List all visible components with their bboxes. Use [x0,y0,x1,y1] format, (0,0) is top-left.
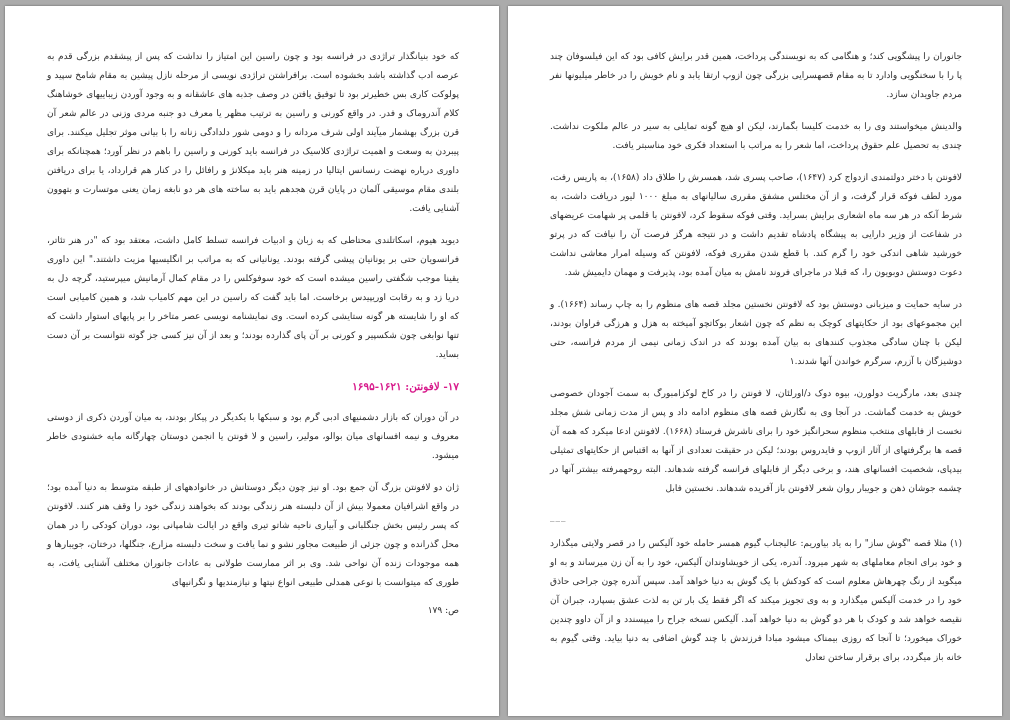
paragraph: ژان دو لافونتن بزرگ آن جمع بود. او نیز چون دیگر دوستانش در خانوادههای از طبقه متوسط به دنیا آمده بود؛ در واقع اشرافیان معمولا بیش از آن دلبسته هنر زندگی بودند که بخواهند زندگی خود را وقف هنر کنند. لافونتن که پسر رئیس بخش جنگلبانی و آبیاری ناحیه شاتو تیری واقع در ایالت شامپانی بود، دوران کودکی را در همان محل گذرانده و چون جزئی از طبیعت مجاور نشو و نما یافت و سخت دلبسته مزارع، جنگلها، درختان، جویبارها و همه موجودات زنده آن نواحی شد. وی بر اثر ممارست طولانی به عادات جانوران مختلف آشنایی یافت، به طوری که میتوانست با نوعی همدلی طبیعی انواع نیتها و نیازمندیها و نگرانیهای [47,483,459,588]
paragraph: لافونتن با دختر دولتمندی ازدواج کرد (۱۶۴۷)، صاحب پسری شد، همسرش را طلاق داد (۱۶۵۸)، به پاریس رفت، مورد لطف فوکه قرار گرفت، و از آن مختلس مشفق مقرری سالیانهای به مبلغ ۱۰۰۰ لیور دریافت داشت، به شرط آنکه در هر سه ماه اشعاری برایش بسراید. وقتی فوکه سقوط کرد، لافونتن با قلمی پر شهامت عریضهای در شفاعت از وزیر دارایی به پیشگاه پادشاه تقدیم داشت و در نتیجه هرگز فرصت آن را نیافت که در پرتو خورشید شاهی اندکی خود را گرم کند. با قطع شدن مقرری فوکه، لافونتن که وسیله امرار معاشی نداشت دعوت دوستش دوبویون را، که قبلا در ماجرای فروند نامش به میان آمده بود، پذیرفت و مهمان دایمیش شد. [550,173,963,278]
paragraph: که خود بنیانگذار تراژدی در فرانسه بود و چون راسین این امتیاز را نداشت که پس از پیشقدم بزرگی قدم به عرصه ادب گذاشته باشد بخشوده است. برافراشتن تراژدی نویسی از مرحله نازل پیشین به مقام شامخ سپید و پولوکت کاری بس خطیرتر بود تا توفیق یافتن در وصف جذبه های عاشقانه و به وجود آوردن زیباییهای خوشاهنگ کلام آندروماک و فدر. در واقع کورنی و راسین به ترتیب مظهر یا معرف دو جنبه مردی وزنی در عالم شعر آن قرن بزرگ بهشمار میآیند اولی شرف مردانه را و دومی شور دلدادگی زنانه را با بیانی موثر تجلیل میکنند. برای پیبردن به وسعت و اهمیت تراژدی کلاسیک در فرانسه باید کورنی و راسین را باهم در نظر آورد؛ همچنانکه برای داوری درباره نهضت رنسانس ایتالیا در زمینه هنر باید میکلانژ و رافائل را در کنار هم قرارداد، یا برای دریافتن بلندی مقام موسیقی آلمان در پایان قرن هجدهم باید به ساخته های هر دو نابغه زمان یعنی موتسارت و بتهوون آشنایی یافت. [47,52,459,214]
paragraph: چندی بعد، مارگریت دولورن، بیوه دوک د/اورلئان، لا فونتن را در کاخ لوکزامبورگ به سمت آجودان خصوصی خویش به خدمت گماشت. در آنجا وی به نگارش قصه های منظوم ادامه داد و پس از مدت زمانی شش مجلد نخست از فابلهای منتخب منظوم سحرانگیز خود را برای ناشرش فرستاد (۱۶۶۸). لافونتن ادعا میکرد که همه آن قصه ها برگرفتهای از آثار ازوپ و فایدروس بودند؛ لیکن در حقیقت تعدادی از آنها به اقتباس از حکایتهای تمثیلی بیدپای، شخصیت افسانهای هند، و برخی دیگر از فابلهای فرانسه گرفته شدهاند. البته روحهمرفته بیشتر آنها در چشمه جوشان ذهن و جویبار روان شعر لافونتن باز آفریده شدهاند. نخستین فابل [550,389,962,494]
paragraph: والدینش میخواستند وی را به خدمت کلیسا بگمارند، لیکن او هیچ گونه تمایلی به سیر در عالم ملکوت نداشت. چندی به تحصیل علم حقوق پرداخت، اما شعر را به مراتب با استعداد فکری خود مناسبتر یافت. [550,122,962,151]
paragraph: در آن دوران که بازار دشمنیهای ادبی گرم بود و سبکها با یکدیگر در پیکار بودند، به میان آوردن ذکری از دوستی معروف و نیمه افسانهای میان بوالو، مولیر، راسین و لا فونتن یا انجمن دوستان چهارگانه مایه خشنودی خاطر میشود. [47,413,459,461]
paragraph: جانوران را پیشگویی کند؛ و هنگامی که به نویسندگی پرداخت، همین قدر برایش کافی بود که این فیلسوفان چند پا را با سخنگویی وادارد تا به مقام قصهسرایی بزرگی چون ازوپ ارتقا یابد و نام خویش را در خاطر میلیونها نفر مردم جاویدان سازد. [550,52,962,100]
section-title: ۱۷- لافونتن: ۱۶۲۱-۱۶۹۵ [352,381,459,393]
footnote [550,535,962,668]
footnote-text: (۱) مثلا قصه "گوش ساز" را به یاد بیاوریم: عالیجناب گیوم همسر حامله خود آلیکس را در قصر ولایتی میگذارد و خود برای انجام معاملهای به شهر میرود. آندره، یکی از خویشاوندان آلیکس، خود را به آن زن میرساند و به او میگوید از رنگ چهرهاش معلوم است که کودکش با یک گوش به دنیا خواهد آمد. سپس آندره چون جراحی حاذق خود را در خدمت آلیکس میگذارد و به وی تجویز میکند که اگر فقط یک بار تن به لذت عشق بسپارد، جبران آن نقیصه خواهد شد و کودک با هر دو گوش به دنیا خواهد آمد. آلیکس نسخه جراح را میپسندد و از آن داوو چندین خوراک میخورد؛ تا آنجا که روزی بیمناک میشود مبادا فرزندش با چند گوش اضافی به دنیا بیاید. وقتی گیوم به خانه باز میگردد، برای برقرار ساختن تعادل [550,539,962,663]
footnote-separator: ___ [550,512,567,522]
left-page [5,6,499,716]
right-page [508,6,1002,716]
page-number: ص: ۱۷۹ [427,606,459,616]
paragraph: دیوید هیوم، اسکاتلندی محتاطی که به زبان و ادبیات فرانسه تسلط کامل داشت، معتقد بود که "در هنر تئاتر، فرانسویان حتی بر یونانیان پیشی گرفته بودند. یونانیانی که به مراتب بر انگلیسیها مزیت داشتند." این داوری یقینا موجب شگفتی راسین میشده است که خود سوفوکلس را در مقام کمال آرمانیش میپرستید، گرچه دل به دریا زد و به رقابت اوریپیدس برخاست. اما باید گفت که راسین در این مهم کامیاب شد، و همین کامیابی است که او را شایسته هر گونه ستایشی کرده است. وی نمایشنامه نویسی عصر متاخر را بر پایهای استوار داشت که تنها نوابغی چون شکسپیر و کورنی بر آن پای گذارده بودند؛ و بعد از آن نیز کسی جز گوته نتوانست بر آن دست بساید. [47,236,459,360]
paragraph: در سایه حمایت و میزبانی دوستش بود که لافونتن نخستین مجلد قصه های منظوم را به چاپ رساند (۱۶۶۴). و این مجموعهای بود از حکایتهای کوچک به نظم که چون اشعار بوکاتچو آمیخته به هزل و هرزگی فراوان بودند، لیکن با چنان سادگی مجذوب کنندهای به بیان آمده بودند که در اندک زمانی نیمی از مردم فرانسه، حتی دوشیزگان با آزرم، سرگرم خواندن آنها شدند.۱ [550,300,962,367]
